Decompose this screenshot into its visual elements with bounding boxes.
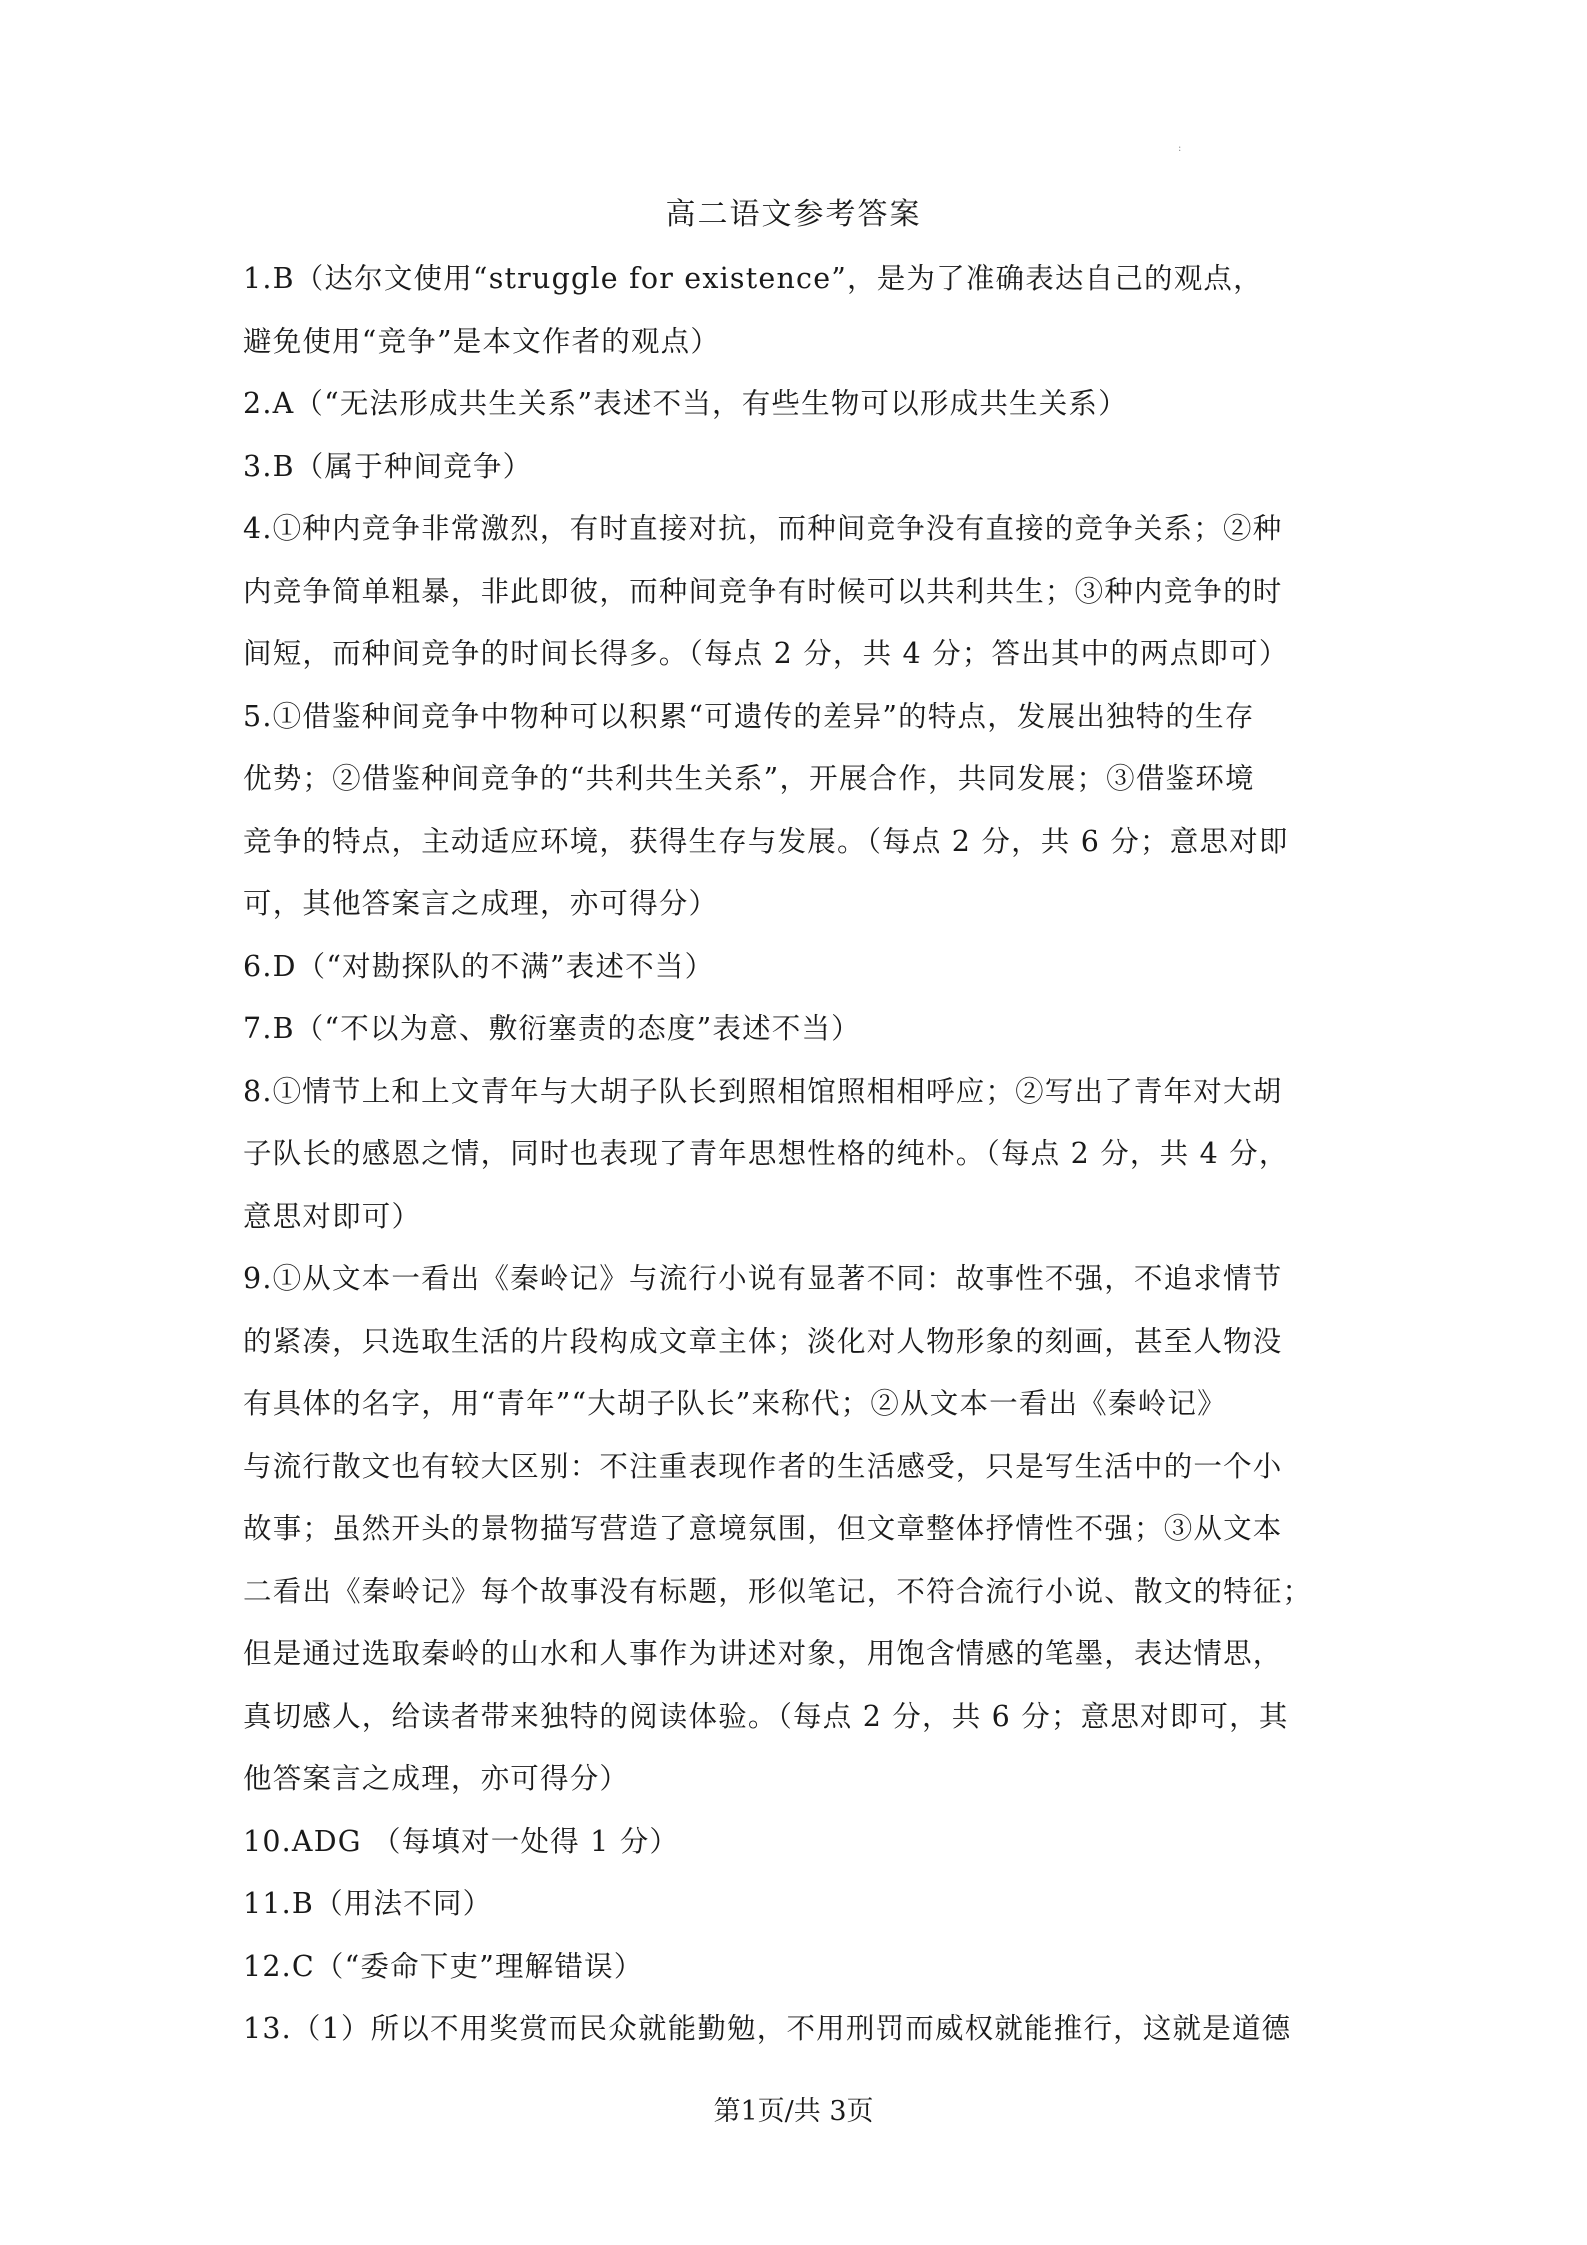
answer-body (243, 248, 1355, 2061)
text-line: 内竞争简单粗暴，非此即彼，而种间竞争有时候可以共利共生；③种内竞争的时 (243, 574, 1283, 608)
text-line: 真切感人，给读者带来独特的阅读体验。（每点 2 分，共 6 分；意思对即可，其 (243, 1699, 1289, 1733)
text-line: 有具体的名字，用“青年”“大胡子队长”来称代；②从文本一看出《秦岭记》 (243, 1387, 1227, 1420)
text-line: 13.（1）所以不用奖赏而民众就能勤勉，不用刑罚而威权就能推行，这就是道德 (243, 2012, 1292, 2045)
text-line: 6.D（“对勘探队的不满”表述不当） (243, 949, 715, 983)
text-line: 9.①从文本一看出《秦岭记》与流行小说有显著不同：故事性不强，不追求情节 (243, 1262, 1283, 1295)
text-line: 可，其他答案言之成理，亦可得分） (243, 887, 719, 920)
text-line: 意思对即可） (243, 1199, 422, 1233)
text-line: 间短，而种间竞争的时间长得多。（每点 2 分，共 4 分；答出其中的两点即可） (243, 637, 1289, 670)
text-line: 竞争的特点，主动适应环境，获得生存与发展。（每点 2 分，共 6 分；意思对即 (243, 824, 1289, 858)
text-line: 优势；②借鉴种间竞争的“共利共生关系”，开展合作，共同发展；③借鉴环境 (243, 762, 1255, 795)
text-line: 12.C（“委命下吏”理解错误） (243, 1949, 644, 1983)
text-line: 二看出《秦岭记》每个故事没有标题，形似笔记，不符合流行小说、散文的特征； (243, 1574, 1313, 1608)
text-line: 的紧凑，只选取生活的片段构成文章主体；淡化对人物形象的刻画，甚至人物没 (243, 1324, 1283, 1358)
text-line: 5.①借鉴种间竞争中物种可以积累“可遗传的差异”的特点，发展出独特的生存 (243, 699, 1255, 733)
page-title: 高二语文参考答案 (665, 197, 922, 232)
text-line: 但是通过选取秦岭的山水和人事作为讲述对象，用饱含情感的笔墨，表达情思， (243, 1637, 1283, 1670)
text-line: 子队长的感恩之情，同时也表现了青年思想性格的纯朴。（每点 2 分，共 4 分， (243, 1137, 1289, 1170)
text-line: 与流行散文也有较大区别：不注重表现作者的生活感受，只是写生活中的一个小 (243, 1449, 1283, 1483)
text-line: 4.①种内竞争非常激烈，有时直接对抗，而种间竞争没有直接的竞争关系；②种 (243, 512, 1283, 545)
text-line: 3.B（属于种间竞争） (243, 449, 533, 483)
text-line: 8.①情节上和上文青年与大胡子队长到照相馆照相相呼应；②写出了青年对大胡 (243, 1074, 1283, 1108)
text-line: 2.A（“无法形成共生关系”表述不当，有些生物可以形成共生关系） (243, 387, 1128, 420)
page-footer: 第1页/共 3页 (713, 2096, 874, 2127)
text-line: 10.ADG （每填对一处得 1 分） (243, 1824, 680, 1858)
corner-mark: : (1178, 143, 1182, 154)
text-line: 避免使用“竞争”是本文作者的观点） (243, 324, 721, 358)
text-line: 他答案言之成理，亦可得分） (243, 1762, 630, 1795)
text-line: 7.B（“不以为意、敷衍塞责的态度”表述不当） (243, 1012, 861, 1045)
text-line: 故事；虽然开头的景物描写营造了意境氛围，但文章整体抒情性不强；③从文本 (243, 1512, 1283, 1545)
text-line: 11.B（用法不同） (243, 1887, 493, 1920)
text-line: 1.B（达尔文使用“struggle for existence”，是为了准确表达自己的观点， (243, 262, 1263, 295)
